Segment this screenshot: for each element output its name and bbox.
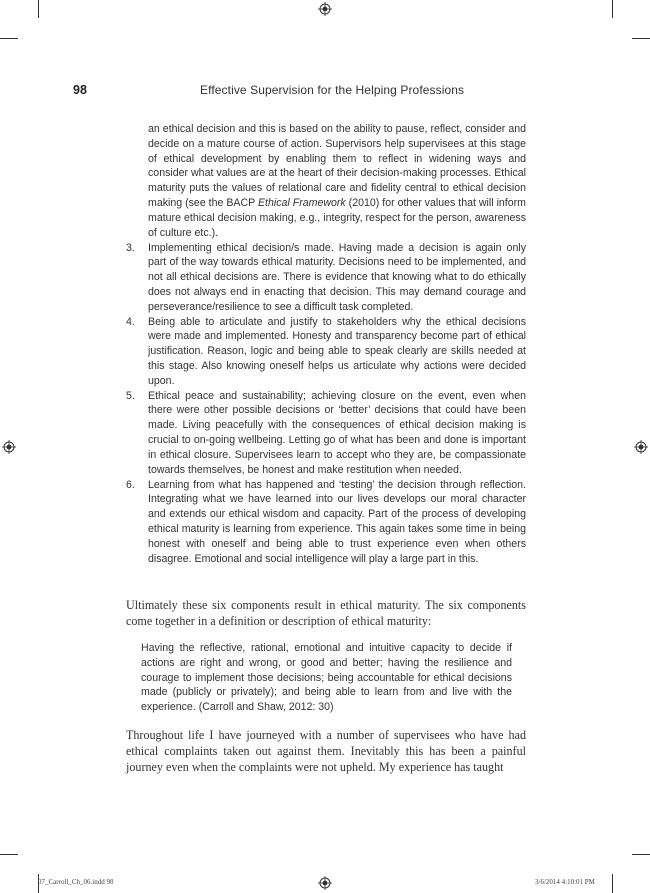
slug-timestamp: 3/6/2014 4:10:01 PM <box>535 878 595 886</box>
list-item <box>126 389 526 478</box>
registration-mark-icon <box>634 440 648 454</box>
list-item-text: Learning from what has happened and ‘testing’ the decision through reflection. Integrating what we have learned into our lives develops our moral character and extends our ethical wisdom and capacity. Part of the process of developing ethical maturity is learning from experience. This again takes some time in being honest with oneself and being able to trust experience even when others disagree. Emotional and social intelligence will play a large part in this. <box>148 478 526 565</box>
list-item-number: 3. <box>126 241 135 254</box>
running-title: Effective Supervision for the Helping Professions <box>200 83 465 97</box>
list-item-number: 5. <box>126 389 135 402</box>
body-paragraph: Ultimately these six components result in ethical maturity. The six components come together in a definition or description of ethical maturity: <box>126 598 526 629</box>
crop-mark-left-top <box>0 38 18 39</box>
registration-mark-icon <box>318 876 332 890</box>
registration-mark-icon <box>2 440 16 454</box>
slug-file-info: 07_Carroll_Ch_06.indd 98 <box>38 878 114 886</box>
list-item <box>126 241 526 315</box>
crop-mark-left-bottom <box>0 854 18 855</box>
list-item <box>126 315 526 389</box>
crop-mark-bottom-right <box>612 874 613 893</box>
numbered-list <box>126 122 526 566</box>
list-item-text: Ethical peace and sustainability; achieving closure on the event, even when there were other possible decisions or ‘better’ decisions that could have been made. Living peacefully with the consequences of ethical decision making is crucial to on-going wellbeing. Letting go of what has been and done is important in ethical closure. Supervisees learn to accept who they are, be compassionate towards themselves, be honest and make restitution when needed. <box>148 389 526 476</box>
block-quote: Having the reflective, rational, emotional and intuitive capacity to decide if actions are right and wrong, or good and better; having the resilience and courage to implement those decisions; being accountable for ethical decisions made (publicly or privately); and being able to learn from and live with the experience. (Carroll and Shaw, 2012: 30) <box>141 642 512 714</box>
crop-mark-top-right <box>612 0 613 18</box>
list-item <box>126 478 526 567</box>
body-paragraph: Throughout life I have journeyed with a number of supervisees who have had ethical complaints taken out against them. Inevitably this has been a painful journey even when the complaints were not upheld. My experience has taught <box>126 728 526 775</box>
list-item-number: 4. <box>126 315 135 328</box>
list-item-number: 6. <box>126 478 135 491</box>
crop-mark-right-bottom <box>632 854 650 855</box>
registration-mark-icon <box>318 2 332 16</box>
crop-mark-top-left <box>38 0 39 18</box>
crop-mark-right-top <box>632 38 650 39</box>
list-item-text: Implementing ethical decision/s made. Having made a decision is again only part of the way towards ethical maturity. Decisions need to be implemented, and not all ethical decisions are. There is evidence that knowing what to do ethically does not always end in enacting that decision. This may demand courage and perseverance/resilience to see a difficult task completed. <box>148 241 526 313</box>
page-number: 98 <box>73 83 87 97</box>
list-item-text: Being able to articulate and justify to stakeholders why the ethical decisions were made and implemented. Honesty and transparency become part of ethical justification. Reason, logic and being able to speak clearly are skills needed at this stage. Also knowing oneself helps us articulate why actions were decided upon. <box>148 315 526 387</box>
list-item-continuation: an ethical decision and this is based on the ability to pause, reflect, consider and decide on a mature course of action. Supervisors help supervisees at this stage of ethical development by enabling them to reflect in widening ways and consider what values are at the heart of their decision-making processes. Ethical maturity puts the values of relational care and fidelity central to ethical decision making (see the BACP Ethical Framework (2010) for other values that will inform mature ethical decision making, e.g., integrity, respect for the person, awareness of culture etc.). <box>148 123 526 239</box>
